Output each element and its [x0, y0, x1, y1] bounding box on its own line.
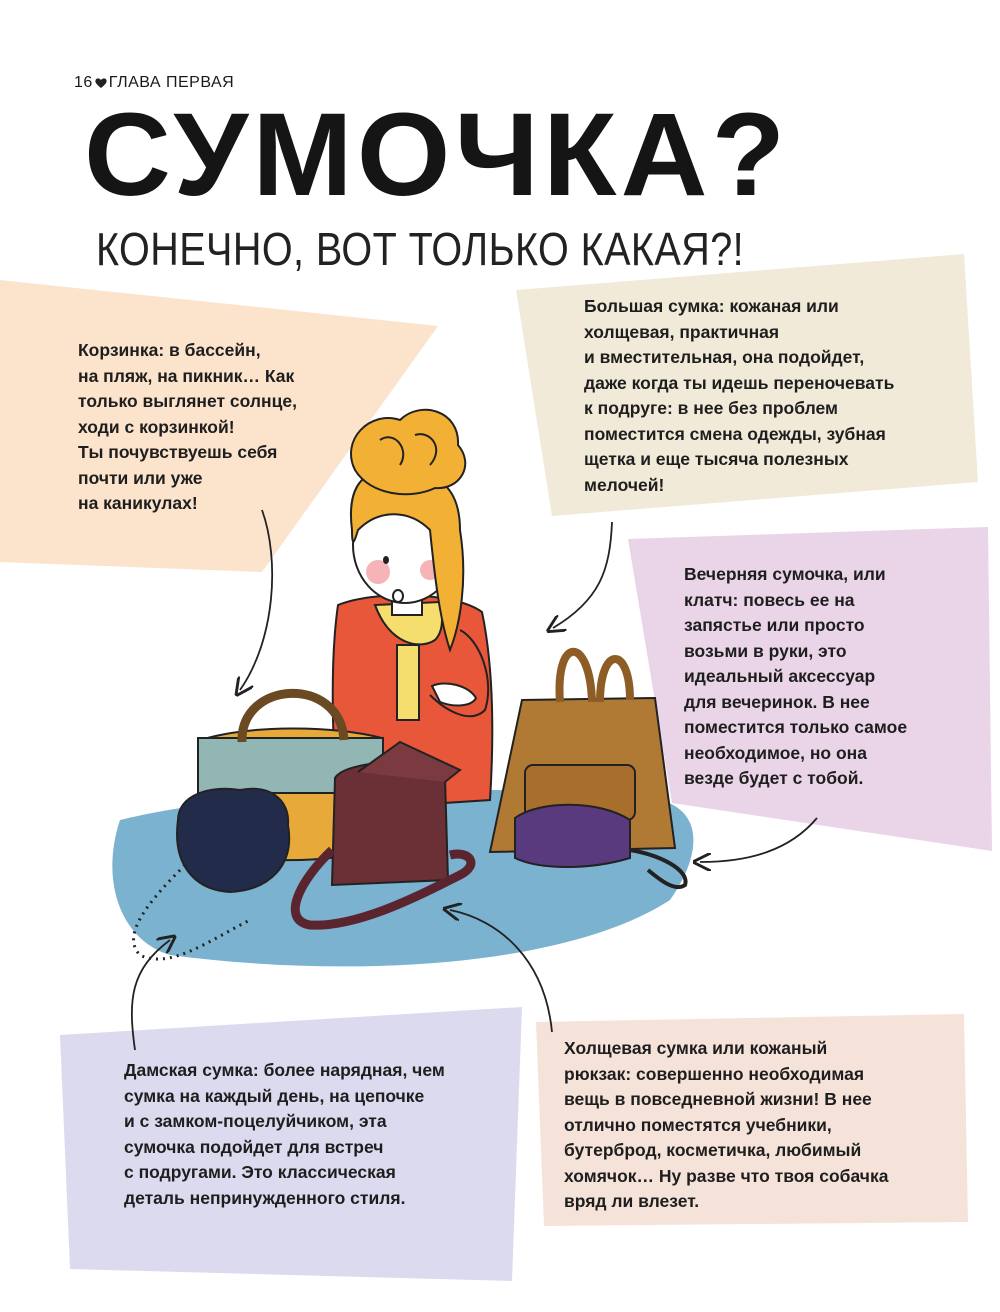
- note-line: с подругами. Это классическая: [124, 1162, 396, 1182]
- basket-arrow: [240, 510, 272, 690]
- note-line: сумка на каждый день, на цепочке: [124, 1085, 425, 1106]
- note-line: Вечерняя сумочка, или: [684, 564, 886, 584]
- note-line: щетка и еще тысяча полезных: [584, 449, 849, 469]
- note-line: на пляж, на пикник… Как: [78, 365, 295, 386]
- note-line: и вместительная, она подойдет,: [584, 347, 865, 367]
- note-line: только выглянет солнце,: [78, 391, 297, 411]
- note-line: возьми в руки, это: [684, 640, 847, 661]
- note-line: Ты почувствуешь себя: [78, 442, 278, 462]
- note-line: бутерброд, косметичка, любимый: [564, 1140, 862, 1160]
- big-bag-arrow: [553, 522, 612, 628]
- note-line: сумочка подойдет для встреч: [124, 1136, 384, 1157]
- note-line: мелочей!: [584, 474, 665, 495]
- note-line: вещь в повседневной жизни! В нее: [564, 1089, 872, 1109]
- handbag-arrow: [132, 940, 170, 1050]
- note-line: почти или уже: [78, 467, 203, 488]
- clutch-arrow: [700, 818, 817, 862]
- note-line: деталь непринужденного стиля.: [124, 1187, 406, 1208]
- note-line: клатч: повесь ее на: [684, 589, 855, 610]
- chapter-label: ГЛАВА ПЕРВАЯ: [108, 74, 235, 91]
- note-line: и с замком-поцелуйчиком, эта: [124, 1111, 387, 1131]
- note-line: поместится только самое: [684, 717, 908, 737]
- page-title: СУМОЧКА?: [84, 89, 790, 221]
- page-subtitle: КОНЕЧНО, ВОТ ТОЛЬКО КАКАЯ?!: [96, 223, 745, 275]
- note-line: даже когда ты идешь переночевать: [584, 372, 895, 393]
- note-line: для вечеринок. В нее: [684, 691, 870, 712]
- note-line: запястье или просто: [684, 615, 865, 635]
- note-line: рюкзак: совершенно необходимая: [564, 1063, 865, 1084]
- backpack-arrow: [450, 910, 552, 1032]
- note-line: Дамская сумка: более нарядная, чем: [124, 1060, 445, 1080]
- note-line: на каникулах!: [78, 493, 198, 513]
- note-line: необходимое, но она: [684, 742, 867, 763]
- note-line: Холщевая сумка или кожаный: [564, 1038, 828, 1058]
- note-line: отлично поместятся учебники,: [564, 1114, 832, 1135]
- note-line: поместится смена одежды, зубная: [584, 423, 886, 444]
- note-line: Большая сумка: кожаная или: [584, 296, 839, 316]
- note-line: идеальный аксессуар: [684, 666, 876, 686]
- note-line: везде будет с тобой.: [684, 768, 864, 788]
- note-line: холщевая, практичная: [584, 321, 780, 342]
- note-line: вряд ли влезет.: [564, 1191, 700, 1211]
- note-line: Корзинка: в бассейн,: [78, 340, 261, 360]
- note-line: ходи с корзинкой!: [78, 416, 235, 437]
- note-line: хомячок… Ну разве что твоя собачка: [564, 1165, 889, 1186]
- note-line: к подруге: в нее без проблем: [584, 398, 838, 418]
- page-number: 16: [74, 74, 93, 91]
